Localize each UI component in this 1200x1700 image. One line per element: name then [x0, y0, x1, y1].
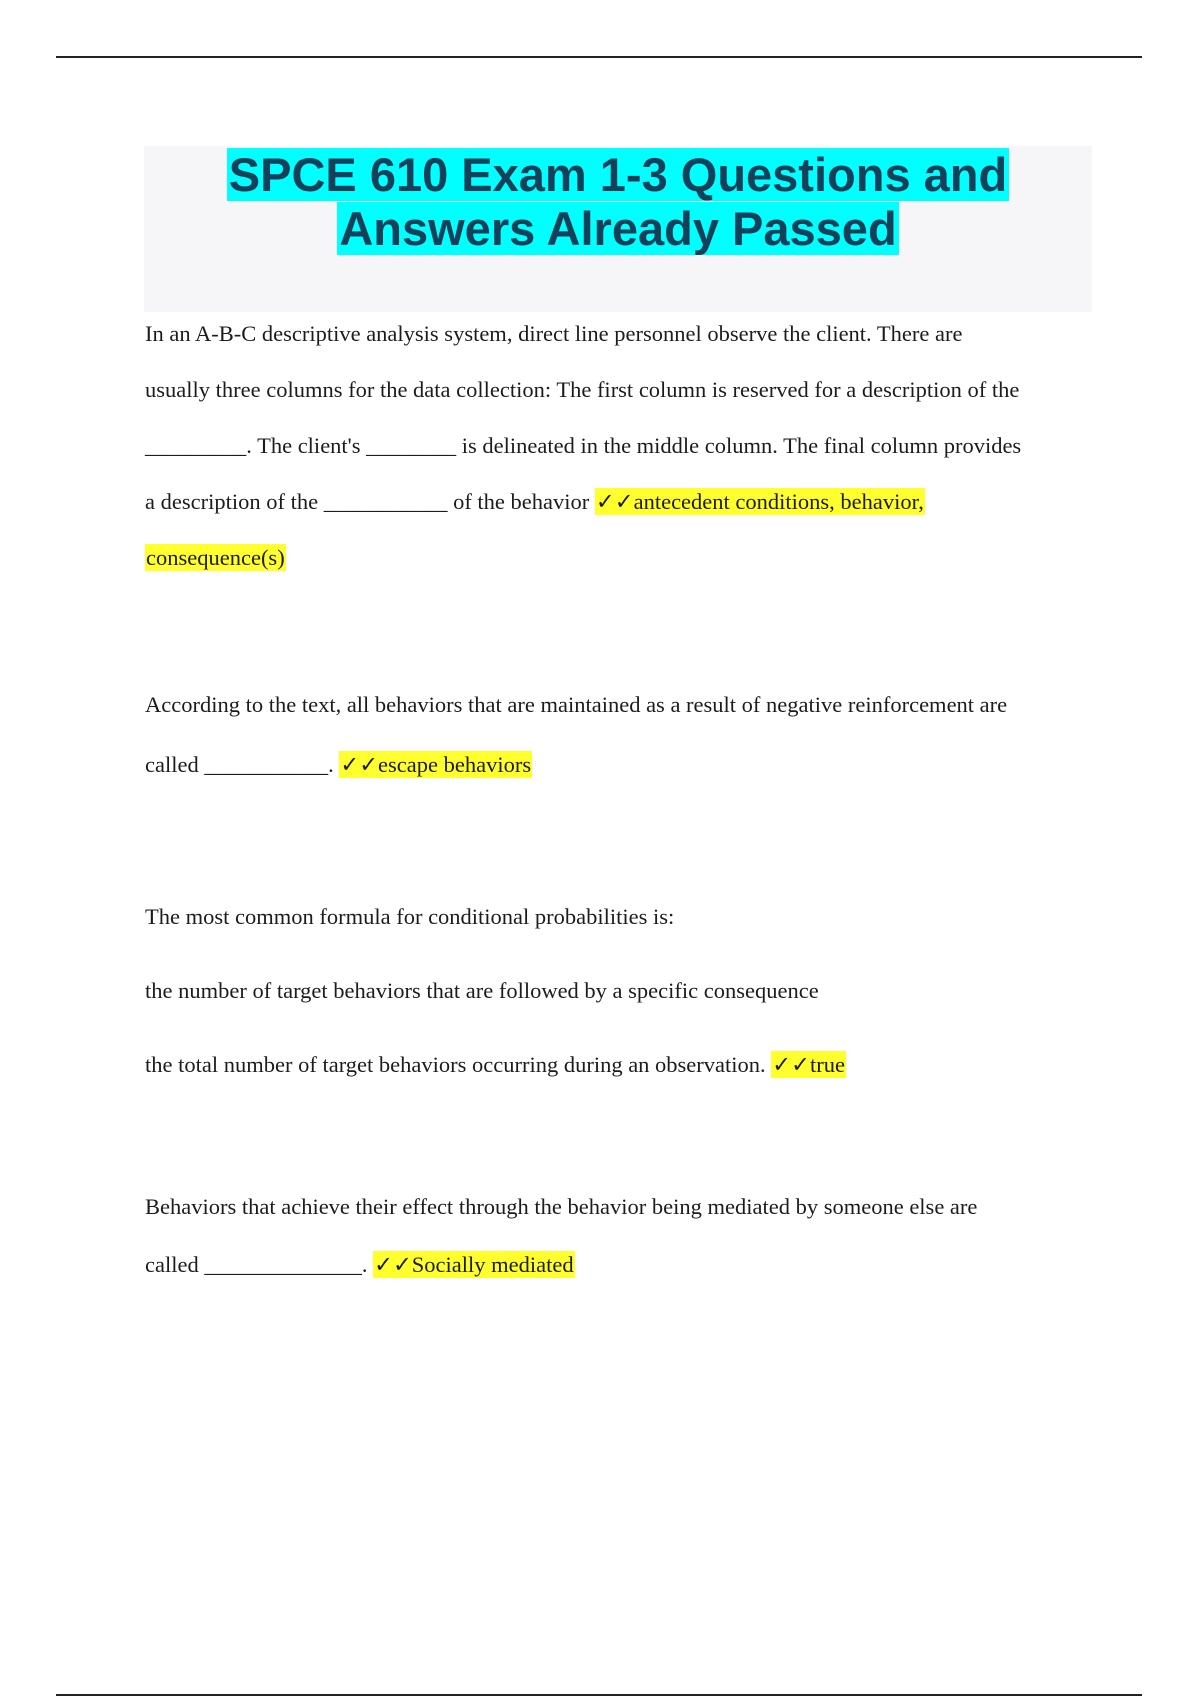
question-line-with-answer: [145, 474, 1105, 530]
answer-highlight: ✓✓true: [772, 1052, 845, 1077]
question-line: the total number of target behaviors occurring during an observation.: [145, 1052, 772, 1077]
answer-highlight: ✓✓Socially mediated: [374, 1252, 574, 1277]
question-line: In an A-B-C descriptive analysis system, direct line personnel observe the client. There are: [145, 321, 963, 346]
title-block: [144, 146, 1092, 312]
question-1: [145, 306, 1105, 586]
question-line: Behaviors that achieve their effect through the behavior being mediated by someone else are: [145, 1194, 978, 1219]
question-line: called ______________.: [145, 1252, 374, 1277]
question-line: called ___________.: [145, 752, 340, 777]
answer-highlight: consequence(s): [146, 545, 285, 570]
question-text: [145, 306, 1105, 586]
question-line-with-answer: [145, 1028, 1105, 1102]
title-line-2: Answers Already Passed: [339, 202, 897, 255]
question-line: The most common formula for conditional probabilities is:: [145, 904, 675, 929]
question-text: [145, 1178, 1105, 1294]
title-line-1: SPCE 610 Exam 1-3 Questions and: [228, 148, 1008, 201]
question-line-with-answer: [145, 1236, 1105, 1294]
footer-rule: [56, 1694, 1142, 1696]
answer-line: [145, 530, 1105, 586]
question-line: _________. The client's ________ is delineated in the middle column. The final column provides: [145, 433, 1022, 458]
question-line-with-answer: [145, 735, 1105, 795]
question-2: [145, 675, 1105, 795]
question-line: a description of the ___________ of the behavior: [145, 489, 595, 514]
question-line: According to the text, all behaviors that are maintained as a result of negative reinforcement are: [145, 692, 1008, 717]
question-line: the number of target behaviors that are followed by a specific consequence: [145, 978, 819, 1003]
header-rule: [56, 56, 1142, 58]
question-3: [145, 880, 1105, 1102]
question-line: usually three columns for the data collection: The first column is reserved for a description of the: [145, 377, 1020, 402]
answer-highlight: ✓✓antecedent conditions, behavior,: [595, 489, 924, 514]
document-title: [144, 146, 1092, 256]
question-text: [145, 675, 1105, 795]
question-text: [145, 880, 1105, 1102]
question-4: [145, 1178, 1105, 1294]
answer-highlight: ✓✓escape behaviors: [340, 752, 532, 777]
